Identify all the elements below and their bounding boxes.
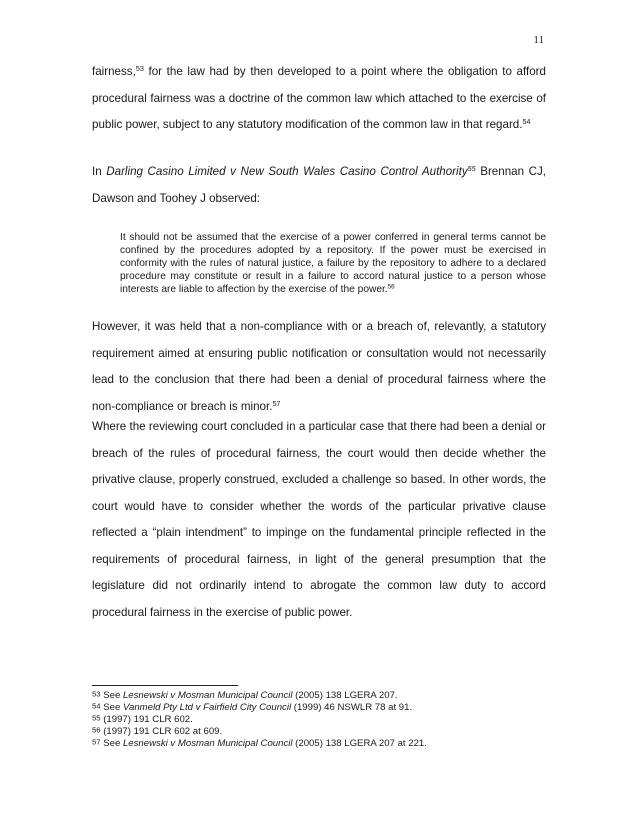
footnote-ref-53[interactable]: 53 bbox=[135, 64, 144, 74]
quote-text: It should not be assumed that the exercise of a power conferred in general terms cannot be confined by the procedures adopted by a repository. If the power must be exercised in conformity with the rules of natural justice, a failure by the repository to adhere to a declared procedure may constitute or result in a failure to accord natural justice to a person whose interests are liable to affection by the exercise of the power. bbox=[120, 232, 546, 295]
paragraph-fairness-doctrine bbox=[92, 59, 546, 139]
footnote-number: 55 bbox=[92, 713, 101, 723]
paragraph-text: for the law had by then developed to a point where the obligation to afford procedural fairness was a doctrine of the common law which attached to the exercise of public power, subject to any statutory modification of the common law in that regard. bbox=[92, 65, 546, 131]
footnote-56 bbox=[92, 726, 552, 738]
footnote-ref-54[interactable]: 54 bbox=[522, 117, 531, 127]
footnote-number: 56 bbox=[92, 725, 101, 735]
footnote-text: (2005) 138 LGERA 207. bbox=[292, 690, 398, 701]
footnote-54 bbox=[92, 702, 552, 714]
page-number: 11 bbox=[533, 34, 544, 46]
paragraph-text: In bbox=[92, 165, 107, 178]
footnotes-list bbox=[92, 690, 552, 750]
footnote-divider bbox=[92, 685, 238, 686]
footnote-number: 53 bbox=[92, 689, 101, 699]
footnote-text: (1999) 46 NSWLR 78 at 91. bbox=[291, 702, 413, 713]
footnote-57 bbox=[92, 738, 552, 750]
footnote-ref-57[interactable]: 57 bbox=[272, 398, 281, 408]
paragraph-text: Where the reviewing court concluded in a particular case that there had been a denial or breach of the rules of procedural fairness, the court would then decide whether the privative clause, properly construed, excluded a challenge so based. In other words, the court would have to consider whether the words of the particular privative clause reflected a “plain intendment” to impinge on the fundamental principle reflected in the requirements of procedural fairness, in light of the general presumption that the legislature did not ordinarily intend to abrogate the common law duty to accord procedural fairness in the exercise of public power. bbox=[92, 420, 546, 619]
case-name: Darling Casino Limited v New South Wales Casino Control Authority bbox=[106, 165, 468, 178]
footnote-53 bbox=[92, 690, 552, 702]
footnote-number: 57 bbox=[92, 737, 101, 747]
footnote-case-name: Lesnewski v Mosman Municipal Council bbox=[122, 690, 293, 701]
paragraph-darling-casino bbox=[92, 159, 546, 212]
footnote-55 bbox=[92, 714, 552, 726]
paragraph-reviewing-court bbox=[92, 414, 546, 626]
block-quote bbox=[120, 232, 546, 297]
footnote-text: See bbox=[100, 738, 123, 749]
footnote-text: (2005) 138 LGERA 207 at 221. bbox=[292, 738, 427, 749]
footnote-text: (1997) 191 CLR 602. bbox=[100, 714, 193, 725]
footnote-case-name: Vanmeld Pty Ltd v Fairfield City Council bbox=[122, 702, 292, 713]
footnote-number: 54 bbox=[92, 701, 101, 711]
footnote-text: See bbox=[100, 702, 123, 713]
paragraph-text: fairness, bbox=[92, 65, 136, 78]
footnote-ref-56[interactable]: 56 bbox=[387, 283, 395, 291]
footnote-ref-55[interactable]: 55 bbox=[467, 164, 476, 174]
footnote-text: (1997) 191 CLR 602 at 609. bbox=[100, 726, 223, 737]
paragraph-non-compliance bbox=[92, 314, 546, 420]
paragraph-text: However, it was held that a non-compliance with or a breach of, relevantly, a statutory requirement aimed at ensuring public notification or consultation would not necessarily lead to the conclusion that there had been a denial of procedural fairness where the non-compliance or breach is minor. bbox=[92, 320, 546, 413]
footnote-case-name: Lesnewski v Mosman Municipal Council bbox=[122, 738, 293, 749]
footnote-text: See bbox=[100, 690, 123, 701]
paragraph-text: Brennan CJ, Dawson and Toohey J observed: bbox=[92, 165, 547, 205]
